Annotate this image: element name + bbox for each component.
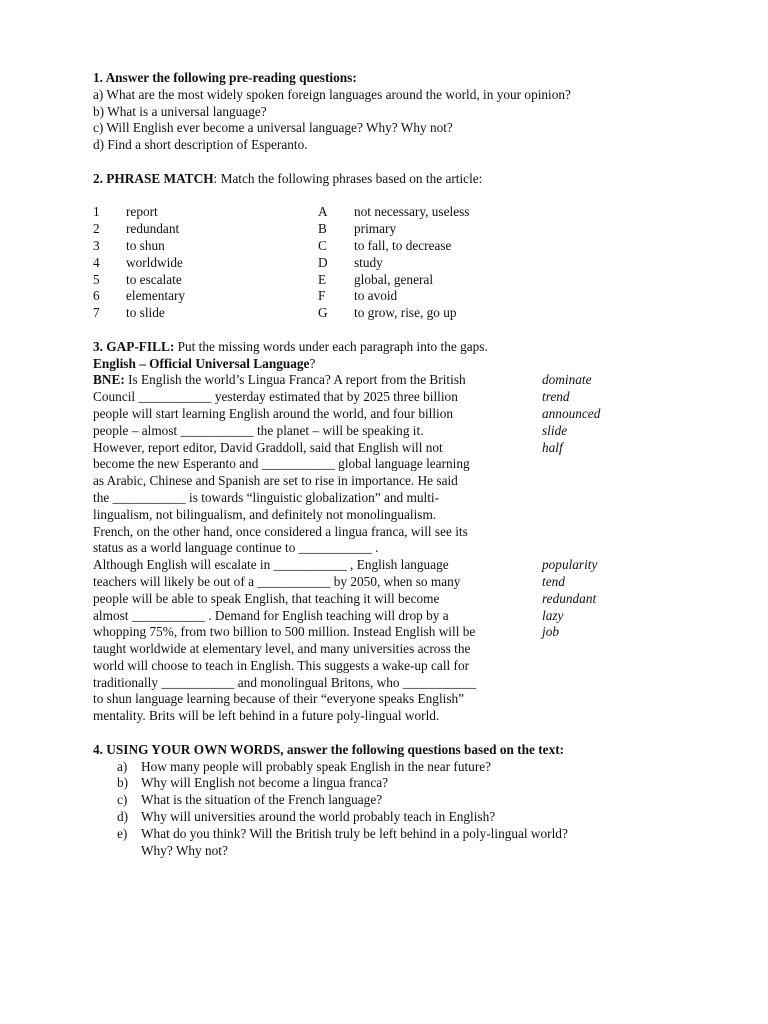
section1-heading: 1. Answer the following pre-reading questions: [93,70,357,85]
word-bank-1 [542,372,662,456]
word-bank-item: lazy [542,607,564,623]
list-item-continuation: Why? Why not? [141,842,228,858]
pre-reading-question: b) What is a universal language? [93,103,267,119]
pre-reading-question: d) Find a short description of Esperanto. [93,137,308,153]
word-bank-item: announced [542,405,601,421]
word-bank-item: popularity [542,557,598,573]
word-bank-2 [542,557,662,641]
match-row: 3 to shun C to fall, to decrease [93,237,452,253]
list-item: d) Why will universities around the world probably teach in English? [117,809,496,825]
word-bank-item: job [542,624,559,640]
match-row: 6 elementary F to avoid [93,288,398,304]
match-row: 4 worldwide D study [93,254,383,270]
gap-fill-paragraph-2: Although English will escalate in ___________ , English language teachers will likely be out of a ___________ by 2050, when so many people will be able to speak English, that teaching it will become almost ___________ . Demand for English teaching will drop by a whopping 75%, from two billion to 500 million. Instead English will be taught worldwide at elementary level, and many universities across the world will choose to teach in English. This suggests a wake-up call for traditionally ___________ and monolingual Britons, who ___________ to shun language learning because of their “everyone speaks English” mentality. Brits will be left behind in a future poly-lingual world. popularity tend redundant lazy job [93,557,693,725]
match-row: 5 to escalate E global, general [93,271,434,287]
article-title: English – Official Universal Language? [93,355,316,371]
phrase-match-table [93,204,693,322]
list-item: a) How many people will probably speak English in the near future? [117,758,492,774]
worksheet-page [93,70,693,859]
section-phrase-match [93,171,693,322]
list-item: e) What do you think? Will the British truly be left behind in a poly-lingual world? [117,825,568,841]
match-row: 1 report A not necessary, useless [93,204,470,220]
pre-reading-question: c) Will English ever become a universal language? Why? Why not? [93,120,453,136]
own-words-questions [117,759,693,860]
section-gap-fill [93,339,693,725]
section-own-words [93,742,693,860]
gap-fill-paragraph-1: BNE: Is English the world’s Lingua Franca? A report from the British Council ___________ yesterday estimated that by 2025 three billion people will start learning English around the world, and four billion people – almost ___________ the planet – will be speaking it. However, report editor, David Graddoll, said that English will not become the new Esperanto and ___________ global language learning as Arabic, Chinese and Spanish are set to rise in importance. He said the ___________ is towards “linguistic globalization” and multi- lingualism, not bilingualism, and definitely not monolingualism. French, on the other hand, once considered a lingua franca, will see its status as a world language continue to ___________ . dominate trend announced slide half [93,372,693,557]
match-row: 2 redundant B primary [93,221,397,237]
word-bank-item: trend [542,389,570,405]
list-item: c) What is the situation of the French language? [117,792,383,808]
word-bank-item: redundant [542,590,597,606]
section2-heading: 2. PHRASE MATCH: Match the following phrases based on the article: [93,170,483,186]
section-pre-reading [93,70,693,154]
word-bank-item: half [542,439,563,455]
section3-heading: 3. GAP-FILL: Put the missing words under each paragraph into the gaps. [93,338,488,354]
section4-heading: 4. USING YOUR OWN WORDS, answer the following questions based on the text: [93,741,565,757]
match-row: 7 to slide G to grow, rise, go up [93,305,457,321]
word-bank-item: dominate [542,372,592,388]
word-bank-item: slide [542,422,568,438]
word-bank-item: tend [542,573,565,589]
list-item: b) Why will English not become a lingua franca? [117,775,389,791]
pre-reading-question: a) What are the most widely spoken foreign languages around the world, in your opinion? [93,86,571,102]
